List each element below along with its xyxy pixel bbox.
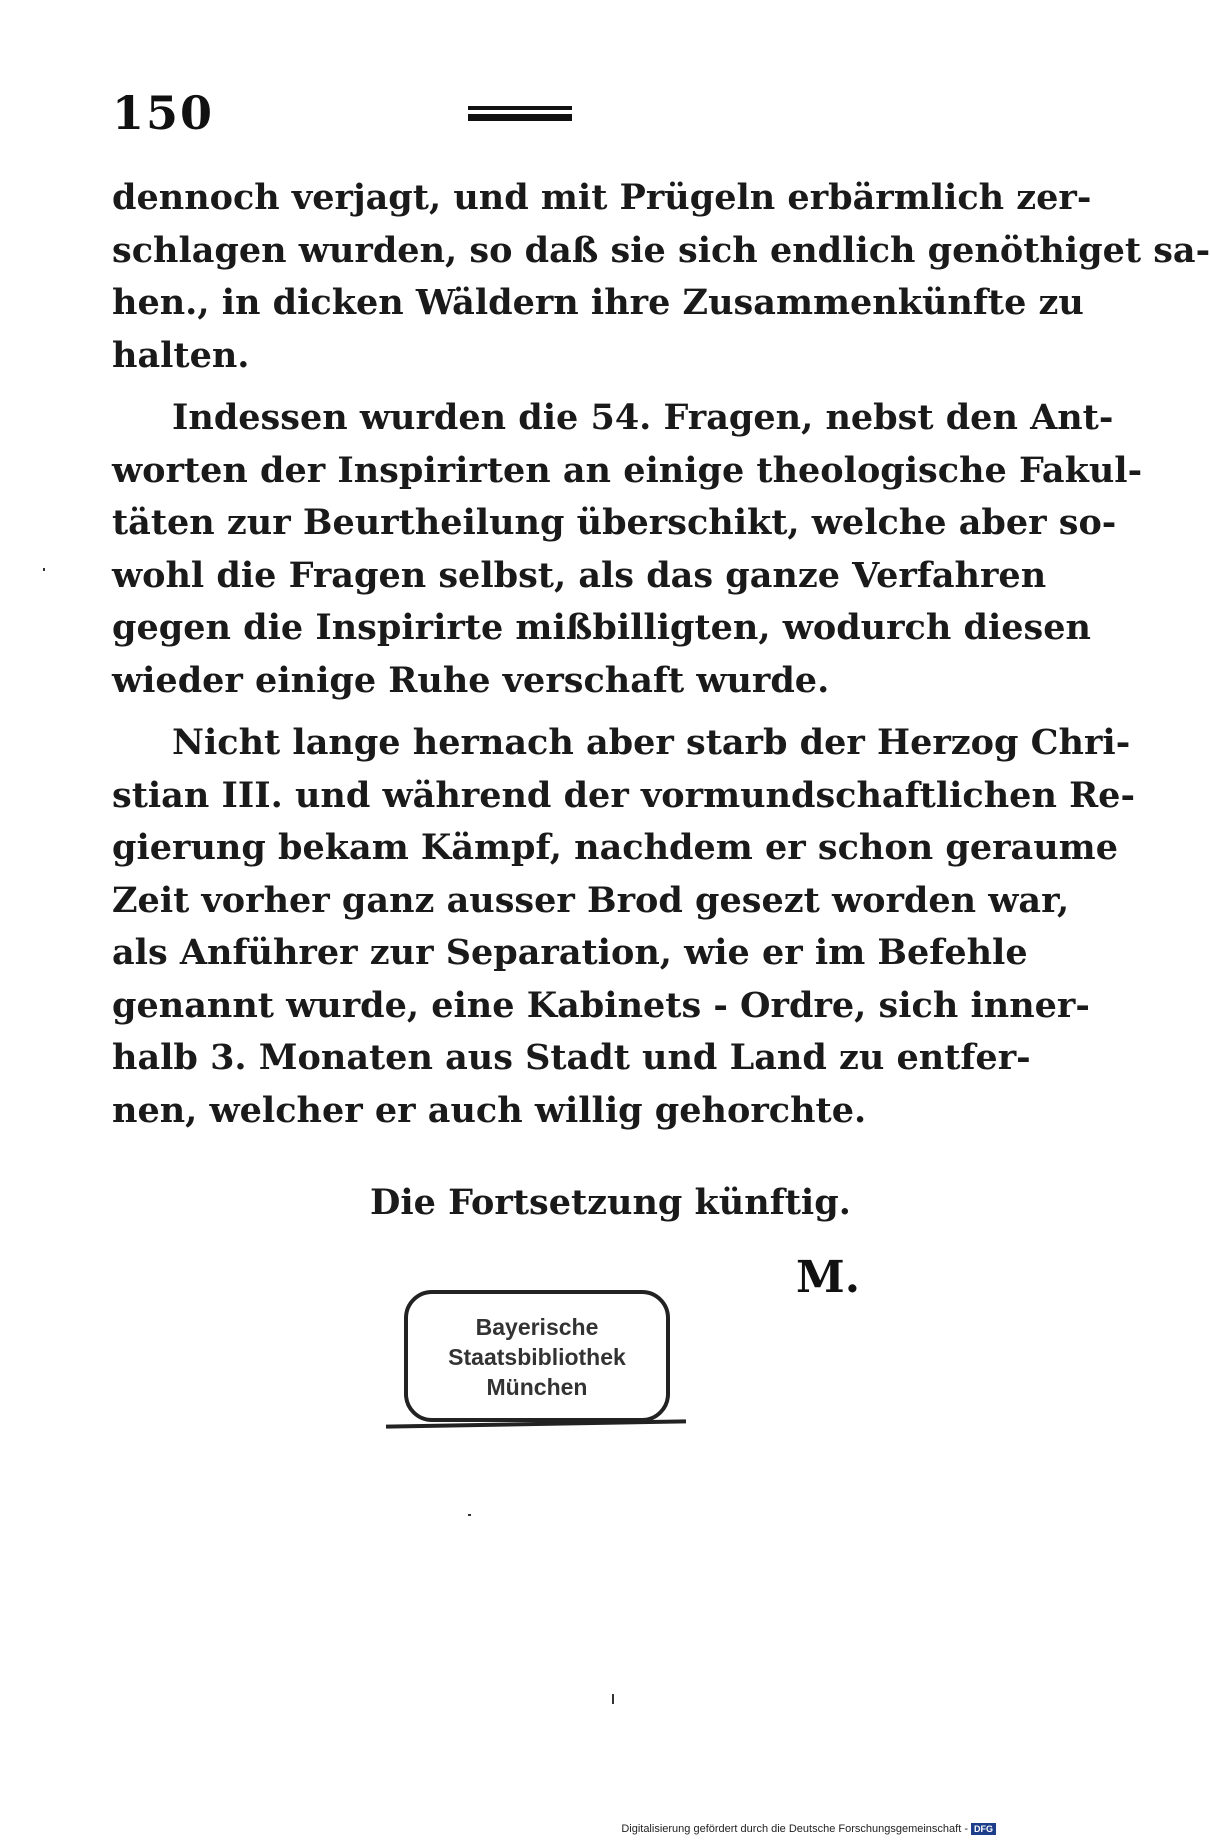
digitization-credit xyxy=(621,1823,996,1835)
stamp-text xyxy=(408,1312,666,1402)
text-line: wieder einige Ruhe verschaft wurde. xyxy=(112,659,830,701)
paragraph-1 xyxy=(112,172,1210,382)
author-signature: M. xyxy=(796,1252,861,1303)
stamp-line: München xyxy=(486,1374,588,1400)
text-line: halten. xyxy=(112,334,250,376)
text-line: gierung bekam Kämpf, nachdem er schon geraume xyxy=(112,827,1118,868)
header-ornament-rule xyxy=(468,106,572,122)
text-line: schlagen wurden, so daß sie sich endlich genöthiget sa- xyxy=(112,229,1210,271)
text-line: hen., in dicken Wäldern ihre Zusammenkünfte zu xyxy=(112,282,1084,323)
text-line: als Anführer zur Separation, wie er im Befehle xyxy=(112,932,1028,973)
header-rule-thick xyxy=(468,114,572,121)
text-line: worten der Inspirirten an einige theologische Fakul- xyxy=(112,449,1143,491)
continuation-note: Die Fortsetzung künftig. xyxy=(370,1182,851,1223)
dfg-logo: DFG xyxy=(971,1823,996,1835)
paragraph-2 xyxy=(112,392,1143,707)
page-number: 150 xyxy=(112,86,215,140)
text-line: dennoch verjagt, und mit Prügeln erbärmlich zer- xyxy=(112,177,1092,218)
stamp-line: Staatsbibliothek xyxy=(448,1344,626,1370)
scan-speck xyxy=(43,568,45,571)
text-line: genannt wurde, eine Kabinets - Ordre, sich inner- xyxy=(112,984,1090,1026)
paragraph-3 xyxy=(112,717,1135,1137)
text-line: Zeit vorher ganz ausser Brod gesezt worden war, xyxy=(112,879,1070,921)
text-line: täten zur Beurtheilung überschikt, welche aber so- xyxy=(112,502,1117,543)
library-stamp xyxy=(404,1290,670,1422)
stamp-line: Bayerische xyxy=(475,1314,599,1340)
text-line: Indessen wurden die 54. Fragen, nebst den Ant- xyxy=(172,397,1114,438)
text-line: nen, welcher er auch willig gehorchte. xyxy=(112,1089,867,1131)
text-line: Nicht lange hernach aber starb der Herzog Chri- xyxy=(172,722,1131,763)
header-rule-thin xyxy=(468,106,572,110)
text-line: halb 3. Monaten aus Stadt und Land zu entfer- xyxy=(112,1037,1031,1078)
credit-text: Digitalisierung gefördert durch die Deutsche Forschungsgemeinschaft - xyxy=(621,1822,968,1835)
text-line: stian III. und während der vormundschaftlichen Re- xyxy=(112,774,1135,816)
scan-speck xyxy=(612,1694,614,1704)
body-text xyxy=(112,172,1210,1147)
scan-speck xyxy=(468,1514,471,1516)
text-line: gegen die Inspirirte mißbilligten, wodurch diesen xyxy=(112,607,1091,648)
text-line: wohl die Fragen selbst, als das ganze Verfahren xyxy=(112,554,1047,596)
